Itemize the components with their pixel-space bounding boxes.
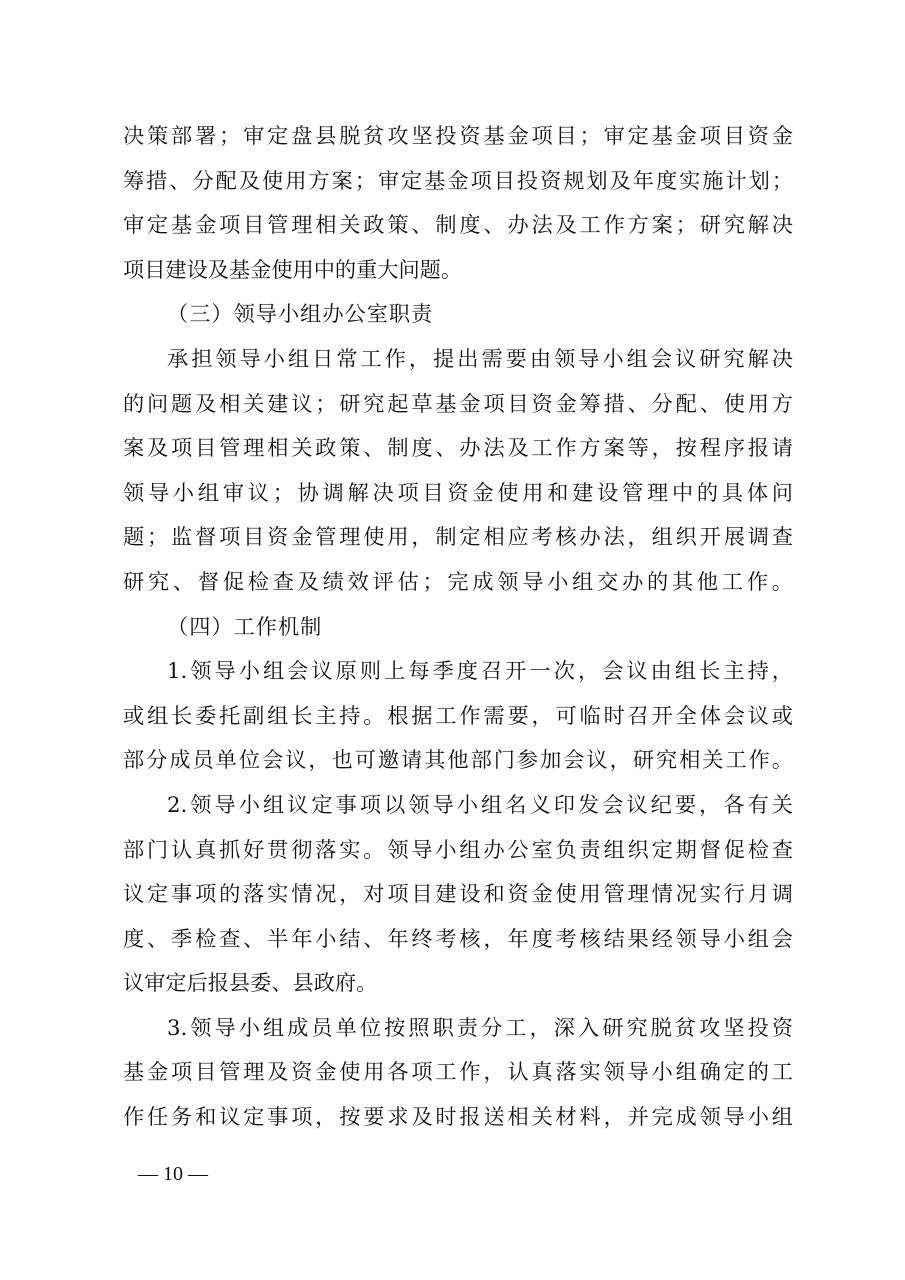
section-heading: （三）领导小组办公室职责	[167, 301, 434, 327]
paragraph-line: 决策部署；审定盘县脱贫攻坚投资基金项目；审定基金项目资金	[123, 123, 793, 148]
paragraph-line: 3.领导小组成员单位按照职责分工，深入研究脱贫攻坚投资	[167, 1014, 793, 1040]
paragraph-line: 基金项目管理及资金使用各项工作，认真落实领导小组确定的工	[123, 1059, 793, 1085]
paragraph-line: 筹措、分配及使用方案；审定基金项目投资规划及年度实施计划；	[123, 167, 793, 193]
page-number: — 10 —	[138, 1163, 208, 1185]
paragraph-line: 1.领导小组会议原则上每季度召开一次，会议由组长主持，	[167, 658, 793, 684]
paragraph-line: 承担领导小组日常工作，提出需要由领导小组会议研究解决	[167, 345, 793, 371]
paragraph-line: 议定事项的落实情况，对项目建设和资金使用管理情况实行月调	[123, 881, 793, 907]
section-heading: （四）工作机制	[167, 613, 323, 639]
paragraph-line: 项目建设及基金使用中的重大问题。	[123, 256, 463, 282]
body-text	[123, 114, 793, 1140]
paragraph-line: 部分成员单位会议，也可邀请其他部门参加会议，研究相关工作。	[123, 747, 793, 773]
paragraph-line: 研究、督促检查及绩效评估；完成领导小组交办的其他工作。	[123, 568, 793, 594]
paragraph-line: 度、季检查、半年小结、年终考核，年度考核结果经领导小组会	[123, 925, 793, 951]
paragraph-line: 2.领导小组议定事项以领导小组名义印发会议纪要，各有关	[167, 791, 793, 817]
paragraph-line: 或组长委托副组长主持。根据工作需要，可临时召开全体会议或	[123, 702, 793, 728]
paragraph-line: 的问题及相关建议；研究起草基金项目资金筹措、分配、使用方	[123, 390, 793, 416]
paragraph-line: 案及项目管理相关政策、制度、办法及工作方案等，按程序报请	[123, 435, 793, 461]
paragraph-line: 题；监督项目资金管理使用，制定相应考核办法，组织开展调查	[123, 524, 793, 550]
paragraph-line: 审定基金项目管理相关政策、制度、办法及工作方案；研究解决	[123, 212, 793, 238]
paragraph-line: 领导小组审议；协调解决项目资金使用和建设管理中的具体问	[123, 479, 793, 505]
paragraph-line: 部门认真抓好贯彻落实。领导小组办公室负责组织定期督促检查	[123, 836, 793, 862]
paragraph-line: 议审定后报县委、县政府。	[123, 970, 378, 996]
paragraph-line: 作任务和议定事项，按要求及时报送相关材料，并完成领导小组	[123, 1104, 793, 1130]
